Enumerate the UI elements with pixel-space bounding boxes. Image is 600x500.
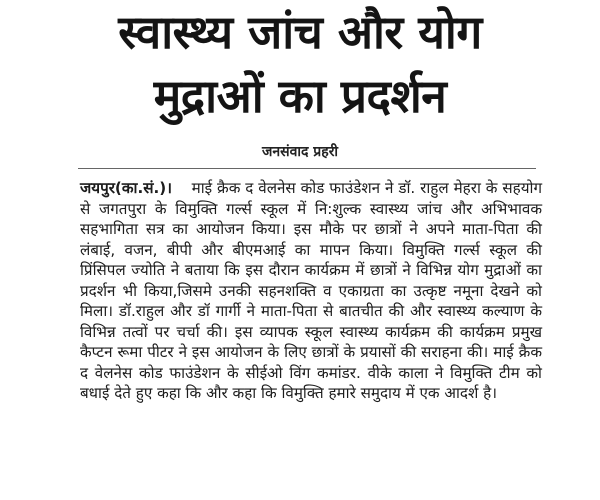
headline-line-2: मुद्राओं का प्रदर्शन <box>153 69 447 123</box>
article-body-text: माई क्रैक द वेलनेस कोड फाउंडेशन ने डॉ. राहुल मेहरा के सहयोग से जगतपुरा के विमुक्ति गर्ल्स स्कूल में नि:शुल्क स्वास्थ्य जांच और अभिभावक सहभागिता सत्र का आयोजन किया। इस मौके पर छात्रों ने अपने माता-पिता की लंबाई, वजन, बीपी और बीएमआई का मापन किया। विमुक्ति गर्ल्स स्कूल की प्रिंसिपल ज्योति ने बताया कि इस दौरान कार्यक्रम में छात्रों ने विभिन्न योग मुद्राओं का प्रदर्शन भी किया,जिसमे उनकी सहनशक्ति व एकाग्रता का उत्कृष्ट नमूना देखने को मिला। डॉ.राहुल और डॉ गार्गी ने माता-पिता से बातचीत की और स्वास्थ्य कल्याण के विभिन्न तत्वों पर चर्चा की। इस व्यापक स्कूल स्वास्थ्य कार्यक्रम की कार्यक्रम प्रमुख कैप्टन रूमा पीटर ने इस आयोजन के लिए छात्रों के प्रयासों की सराहना की। माई क्रैक द वेलनेस कोड फाउंडेशन के सीईओ विंग कमांडर. वीके काला ने विमुक्ति टीम को बधाई देते हुए कहा कि और कहा कि विमुक्ति हमारे समुदाय में एक आदर्श है। <box>80 179 542 402</box>
headline <box>0 0 600 128</box>
article-body <box>80 178 542 404</box>
divider-rule <box>78 168 536 169</box>
byline-container <box>0 140 600 163</box>
dateline: जयपुर(का.सं.)। <box>80 179 172 197</box>
headline-line-1: स्वास्थ्य जांच और योग <box>118 5 482 59</box>
byline: जनसंवाद प्रहरी <box>261 144 339 160</box>
